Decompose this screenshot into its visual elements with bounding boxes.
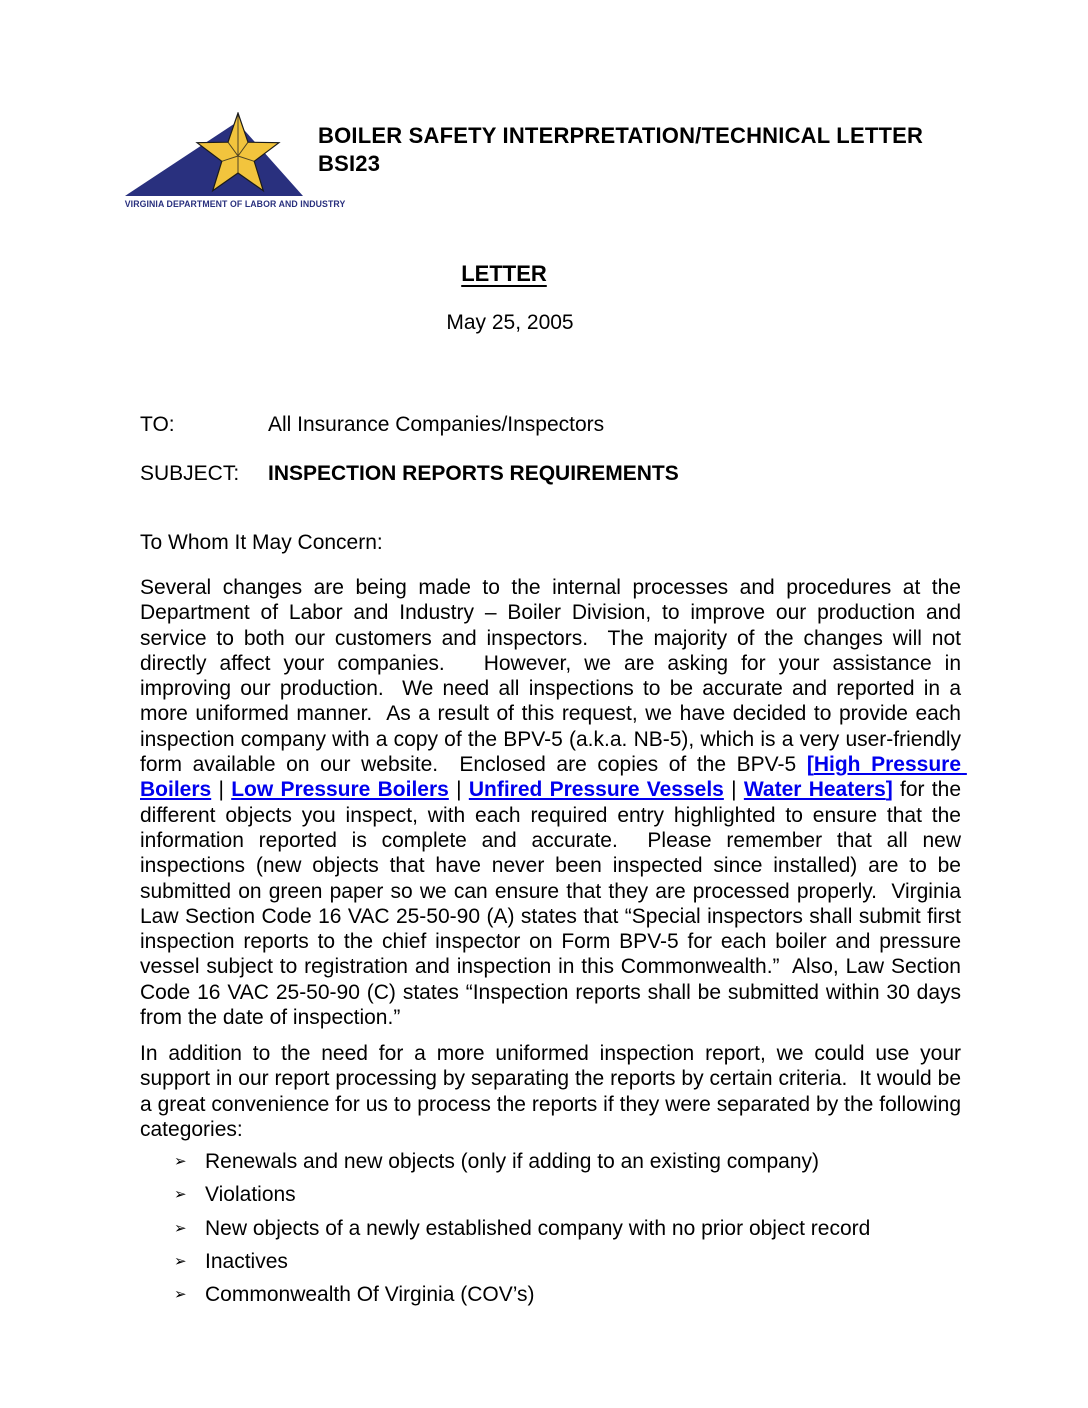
body-paragraph-1 <box>140 575 967 1030</box>
paragraph-bracket: [ <box>806 753 814 777</box>
bullet-arrow-icon: ➢ <box>174 1285 187 1304</box>
bullet-item <box>140 1249 960 1274</box>
subject-label: SUBJECT: <box>140 462 240 485</box>
bullet-item <box>140 1182 960 1207</box>
bullet-arrow-icon: ➢ <box>174 1152 187 1170</box>
paragraph-sep: | <box>211 778 232 802</box>
paragraph-sep: | <box>723 778 744 802</box>
logo-caption: VIRGINIA DEPARTMENT OF LABOR AND INDUSTRY <box>124 199 346 209</box>
document-title <box>318 122 938 178</box>
subject-value: INSPECTION REPORTS REQUIREMENTS <box>268 462 679 485</box>
paragraph-sep: | <box>448 778 469 802</box>
paragraph-text: for the different objects you inspect, with each required entry highlighted to ensure that the information reported is complete and accurate. Please remember that all new inspections (new objects that have never been inspected since installed) are to be submitted on green paper so we can ensure that they are processed properly. Virginia Law Section Code 16 VAC 25-50-90 (A) states that “Special inspectors shall submit first inspection reports to the chief inspector on Form BPV-5 for each boiler and pressure vessel subject to registration and inspection in this Commonwealth.” Also, Law Section Code 16 VAC 25-50-90 (C) states “Inspection reports shall be submitted within 30 days from the date of inspection.” <box>140 778 967 1030</box>
bullet-arrow-icon: ➢ <box>174 1218 187 1237</box>
categories-bullet-list <box>140 1149 960 1315</box>
link-high-pressure-boilers[interactable]: High Pressure Boilers <box>140 753 967 802</box>
bullet-item <box>140 1216 960 1241</box>
link-unfired-pressure-vessels[interactable]: Unfired Pressure Vessels <box>468 778 724 802</box>
salutation: To Whom It May Concern: <box>140 531 383 554</box>
bullet-item-label: Renewals and new objects (only if adding to an existing company) <box>205 1150 820 1173</box>
letter-date: May 25, 2005 <box>446 311 574 334</box>
to-row <box>140 412 960 437</box>
bullet-item-label: Commonwealth Of Virginia (COV’s) <box>205 1283 535 1307</box>
link-low-pressure-boilers[interactable]: Low Pressure Boilers <box>231 778 449 802</box>
body-paragraph-2: In addition to the need for a more uniformed inspection report, we could use your support in our report processing by separating the reports by certain criteria. It would be a great convenience for us to process the reports if they were separated by the following categories: <box>140 1042 967 1141</box>
letter-heading-wrap <box>140 261 960 287</box>
bullet-item-label: Inactives <box>205 1249 288 1273</box>
subject-row <box>140 461 960 486</box>
link-water-heaters[interactable]: Water Heaters <box>743 778 886 802</box>
to-value: All Insurance Companies/Inspectors <box>268 413 605 436</box>
paragraph-bracket: ] <box>885 778 893 802</box>
letter-date-wrap <box>140 311 960 335</box>
bullet-arrow-icon: ➢ <box>174 1185 187 1204</box>
paragraph-text: Several changes are being made to the internal processes and procedures at the Department of Labor and Industry – Boiler Division, to improve our production and service to both our customers and inspectors. The majority of the changes will not directly affect your companies. However, we are asking for your assistance in improving our production. We need all inspections to be accurate and reported in a more uniformed manner. As a result of this request, we have decided to provide each inspection company with a copy of the BPV-5 (a.k.a. NB-5), which is a very user-friendly form available on our website. Enclosed are copies of the BPV-5 <box>140 576 967 777</box>
bullet-arrow-icon: ➢ <box>174 1251 187 1270</box>
bullet-item-label: New objects of a newly established company with no prior object record <box>205 1216 871 1240</box>
document-title-line1: BOILER SAFETY INTERPRETATION/TECHNICAL LETTER <box>318 123 924 148</box>
virginia-dept-labor-industry-logo <box>122 112 306 200</box>
to-label: TO: <box>140 413 175 436</box>
bullet-item <box>140 1149 960 1174</box>
logo-graphic <box>122 112 306 200</box>
bullet-item-label: Violations <box>205 1183 296 1207</box>
letter-heading: LETTER <box>461 261 547 286</box>
document-title-line2: BSI23 <box>318 151 381 176</box>
bullet-item <box>140 1282 960 1307</box>
